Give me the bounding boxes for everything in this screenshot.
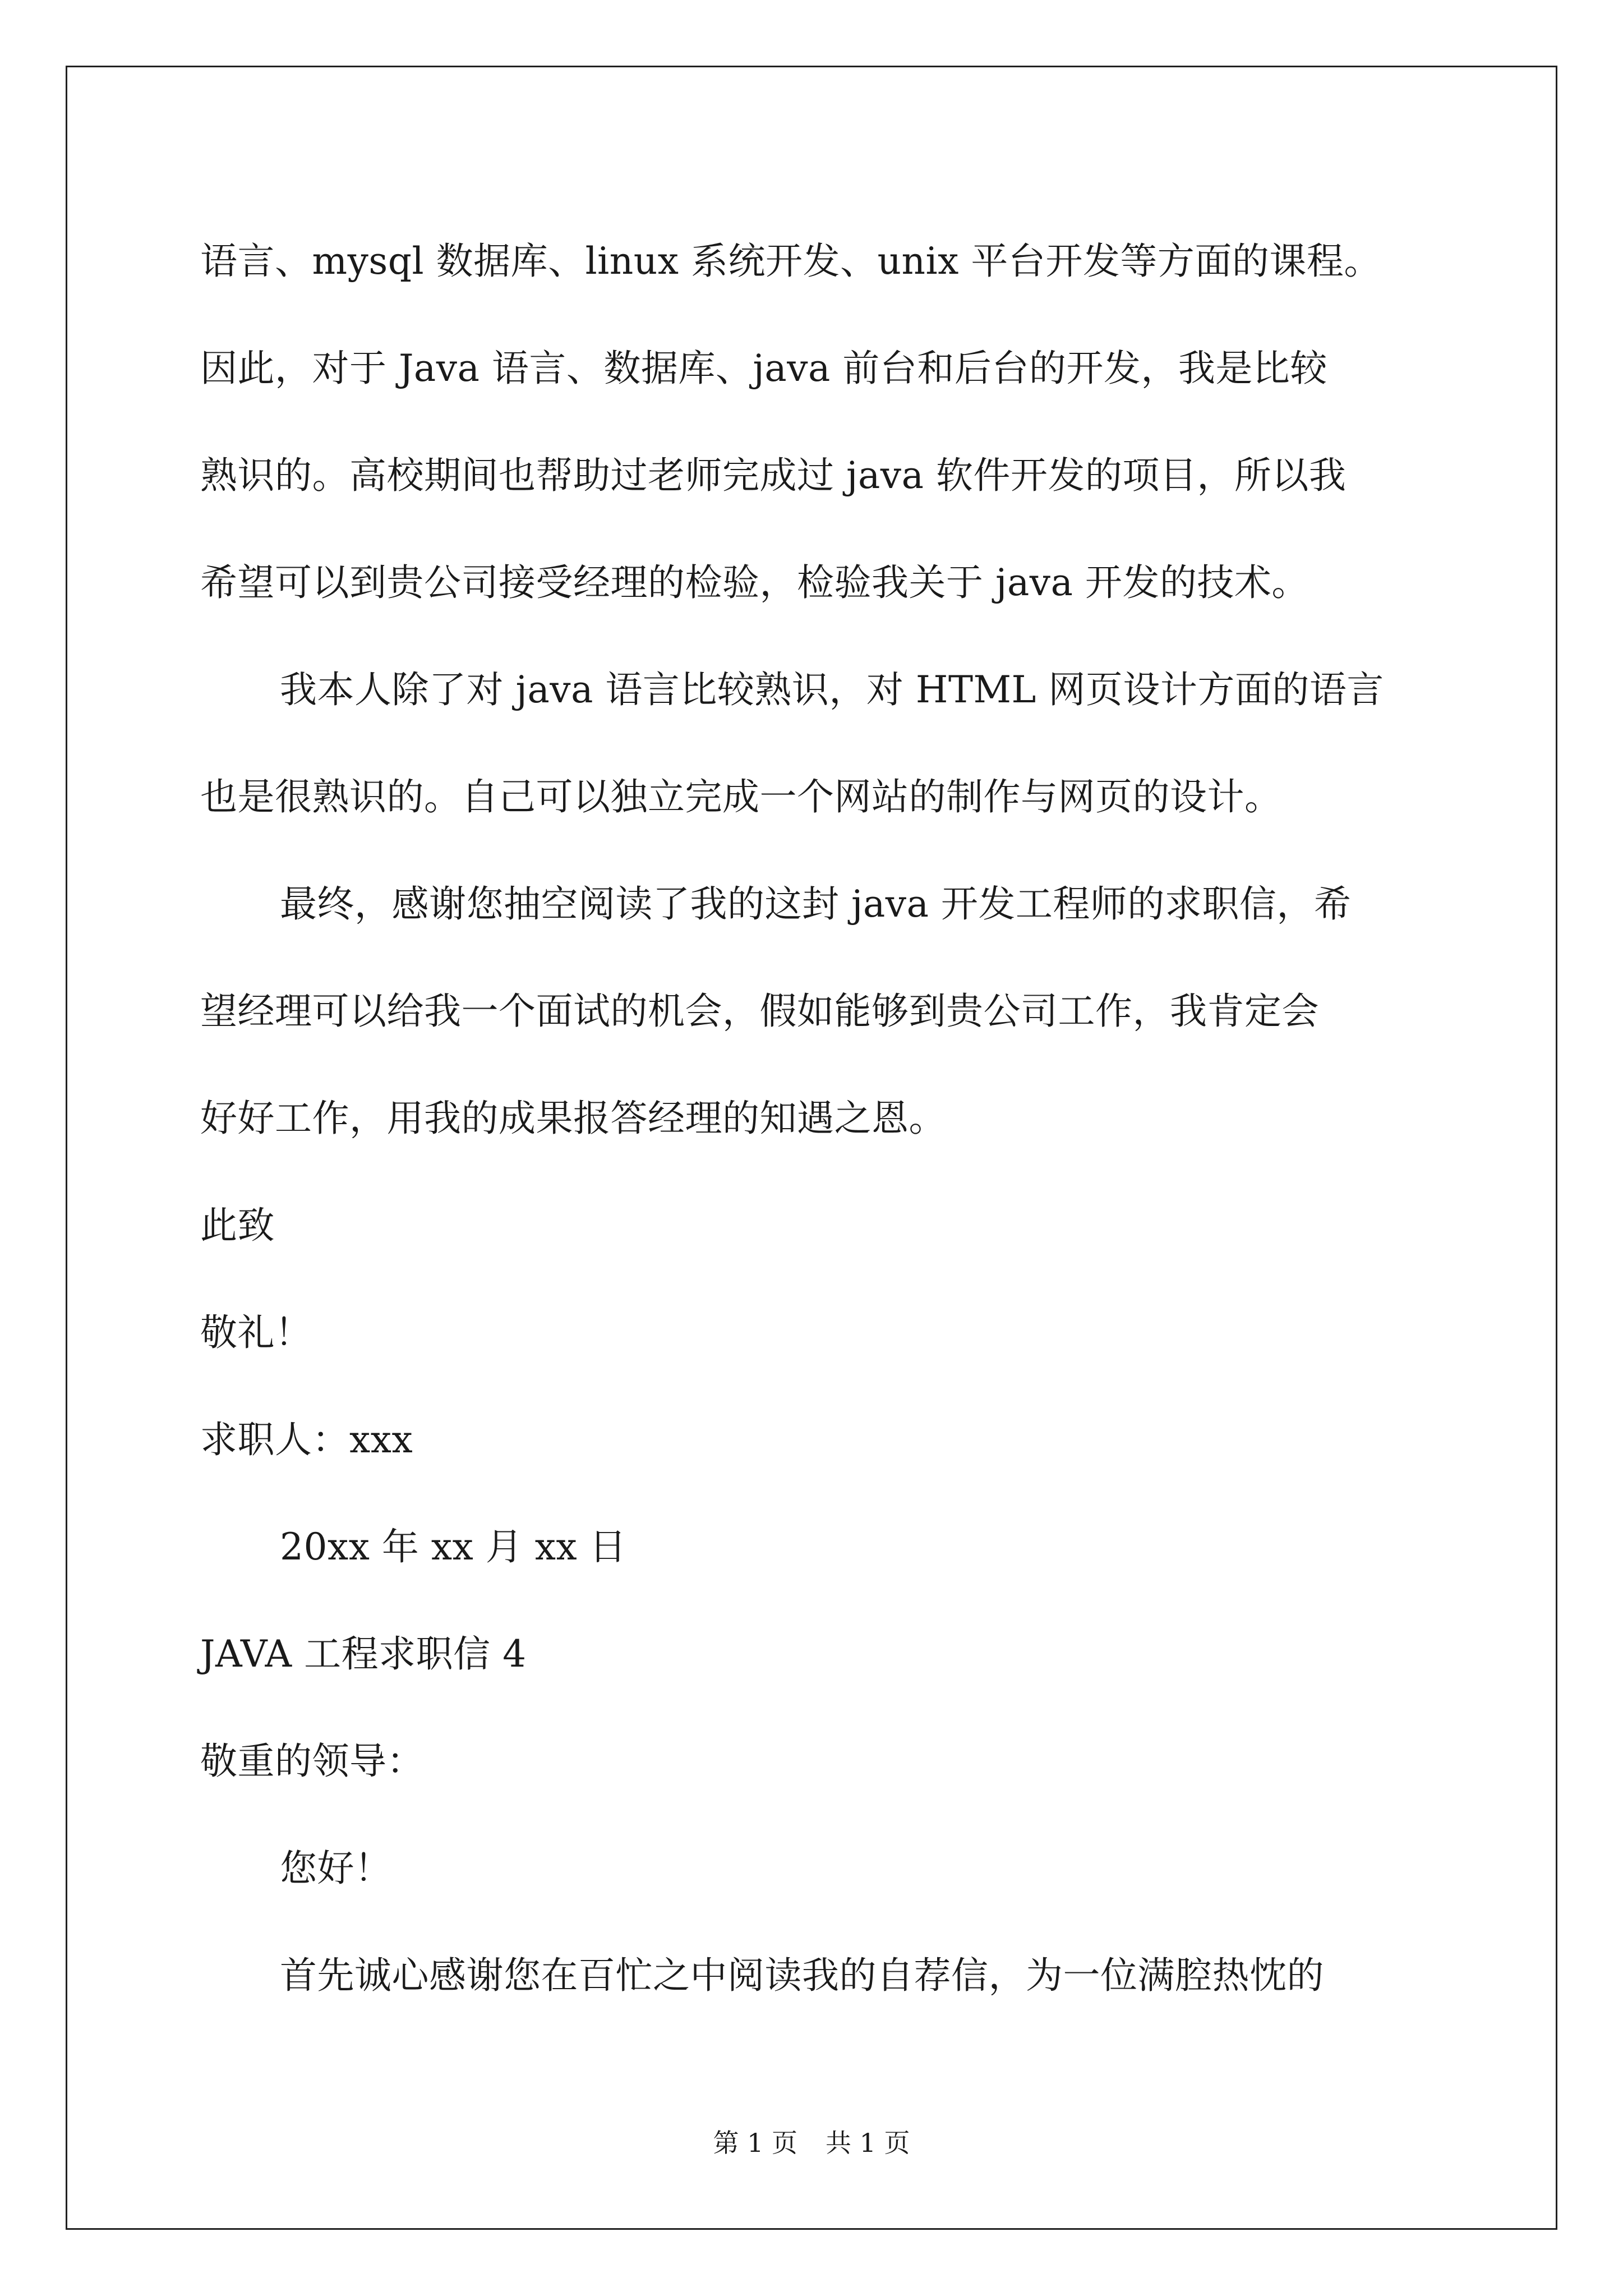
closing-line: 此致 xyxy=(200,1204,275,1247)
salutation-line: 敬重的领导： xyxy=(200,1740,424,1783)
text-line: 我本人除了对 java 语言比较熟识，对 HTML 网页设计方面的语言 xyxy=(280,668,1384,711)
text-line: 最终，感谢您抽空阅读了我的这封 java 开发工程师的求职信，希 xyxy=(280,882,1352,926)
page-total: 共 1 页 xyxy=(826,2128,910,2158)
page-number: 第 1 页 xyxy=(713,2128,797,2158)
section-title: JAVA 工程求职信 4 xyxy=(200,1632,527,1676)
document-body xyxy=(200,208,1462,2029)
text-line: 好好工作，用我的成果报答经理的知遇之恩。 xyxy=(200,1097,946,1140)
text-line: 希望可以到贵公司接受经理的检验，检验我关于 java 开发的技术。 xyxy=(200,561,1309,604)
text-line: 熟识的。高校期间也帮助过老师完成过 java 软件开发的项目，所以我 xyxy=(200,454,1347,497)
text-line: 也是很熟识的。自己可以独立完成一个网站的制作与网页的设计。 xyxy=(200,775,1282,818)
text-line: 望经理可以给我一个面试的机会，假如能够到贵公司工作，我肯定会 xyxy=(200,990,1319,1033)
closing-line: 敬礼！ xyxy=(200,1311,312,1354)
signature-line: 求职人：xxx xyxy=(200,1418,413,1461)
date-line: 20xx 年 xx 月 xx 日 xyxy=(280,1525,627,1568)
text-line: 语言、mysql 数据库、linux 系统开发、unix 平台开发等方面的课程。 xyxy=(200,240,1381,283)
text-line: 首先诚心感谢您在百忙之中阅读我的自荐信，为一位满腔热忱的 xyxy=(280,1954,1324,1997)
page-footer xyxy=(0,2126,1623,2160)
text-line: 因此，对于 Java 语言、数据库、java 前台和后台的开发，我是比较 xyxy=(200,347,1327,390)
greeting-line: 您好！ xyxy=(280,1847,392,1890)
